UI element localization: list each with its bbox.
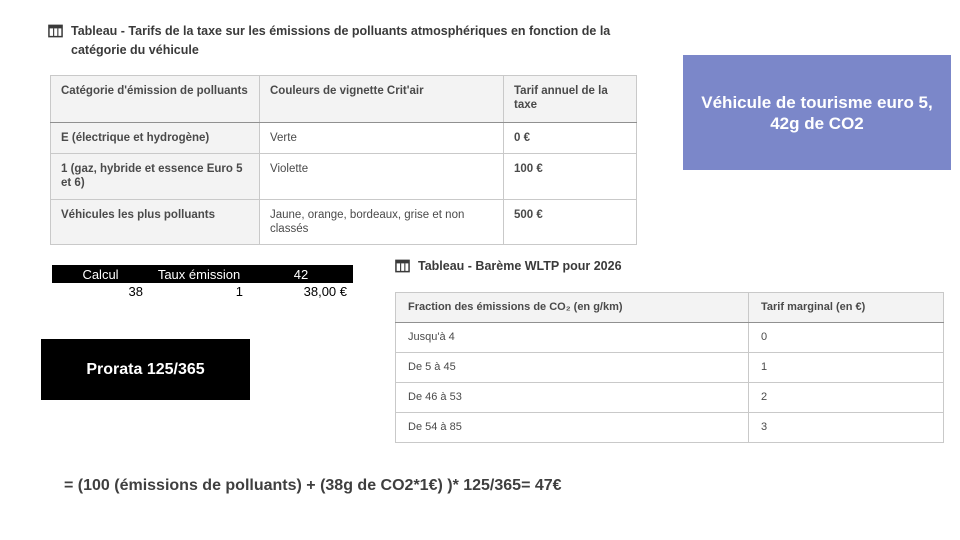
col-header-tarif: Tarif annuel de la taxe <box>504 76 637 123</box>
cell-categorie: E (électrique et hydrogène) <box>51 123 260 154</box>
polluants-table-title <box>48 22 613 60</box>
table-row <box>396 323 944 353</box>
table-row <box>396 383 944 413</box>
table-row <box>51 200 637 245</box>
cell-fraction: De 5 à 45 <box>396 353 749 383</box>
col-header-tarif-marginal: Tarif marginal (en €) <box>749 293 944 323</box>
cell-tarif: 1 <box>749 353 944 383</box>
table-row <box>396 413 944 443</box>
table-header-row <box>51 76 637 123</box>
calc-header-row <box>52 265 353 283</box>
cell-fraction: Jusqu'à 4 <box>396 323 749 353</box>
calc-strip <box>52 265 353 300</box>
prorata-label: Prorata 125/365 <box>86 360 205 378</box>
cell-couleur: Verte <box>260 123 504 154</box>
cell-tarif: 2 <box>749 383 944 413</box>
calc-value-total: 38,00 € <box>303 284 347 299</box>
calc-header-42: 42 <box>293 266 309 282</box>
table-icon <box>48 22 63 44</box>
wltp-table-title <box>395 257 815 279</box>
cell-tarif: 0 € <box>504 123 637 154</box>
cell-tarif: 3 <box>749 413 944 443</box>
vehicle-note-line1: Véhicule de tourisme euro 5, <box>701 92 933 112</box>
table-header-row <box>396 293 944 323</box>
col-header-couleurs: Couleurs de vignette Crit'air <box>260 76 504 123</box>
cell-fraction: De 46 à 53 <box>396 383 749 413</box>
col-header-fraction: Fraction des émissions de CO₂ (en g/km) <box>396 293 749 323</box>
prorata-box <box>41 339 250 400</box>
cell-categorie: 1 (gaz, hybride et essence Euro 5 et 6) <box>51 154 260 200</box>
calc-value-38: 38 <box>128 284 143 299</box>
calc-header-calcul: Calcul <box>82 266 119 282</box>
cell-couleur: Jaune, orange, bordeaux, grise et non classés <box>260 200 504 245</box>
wltp-table <box>395 292 944 443</box>
cell-tarif: 100 € <box>504 154 637 200</box>
tax-formula: = (100 (émissions de polluants) + (38g de CO2*1€) )* 125/365= 47€ <box>64 477 562 494</box>
table-icon <box>395 257 410 279</box>
cell-tarif: 500 € <box>504 200 637 245</box>
calc-values-row <box>52 283 353 300</box>
calc-value-1: 1 <box>235 284 243 299</box>
cell-fraction: De 54 à 85 <box>396 413 749 443</box>
wltp-title-text: Tableau - Barème WLTP pour 2026 <box>418 259 622 273</box>
table-row <box>51 154 637 200</box>
vehicle-note-line2: 42g de CO2 <box>770 113 864 133</box>
table-row <box>51 123 637 154</box>
vehicle-note-box <box>683 55 951 170</box>
calc-header-taux-emission: Taux émission <box>157 266 241 282</box>
col-header-categorie: Catégorie d'émission de polluants <box>51 76 260 123</box>
cell-categorie: Véhicules les plus polluants <box>51 200 260 245</box>
polluants-title-text: Tableau - Tarifs de la taxe sur les émissions de polluants atmosphériques en fonction de la catégorie du véhicule <box>71 24 611 57</box>
cell-tarif: 0 <box>749 323 944 353</box>
table-row <box>396 353 944 383</box>
polluants-table <box>50 75 637 245</box>
cell-couleur: Violette <box>260 154 504 200</box>
